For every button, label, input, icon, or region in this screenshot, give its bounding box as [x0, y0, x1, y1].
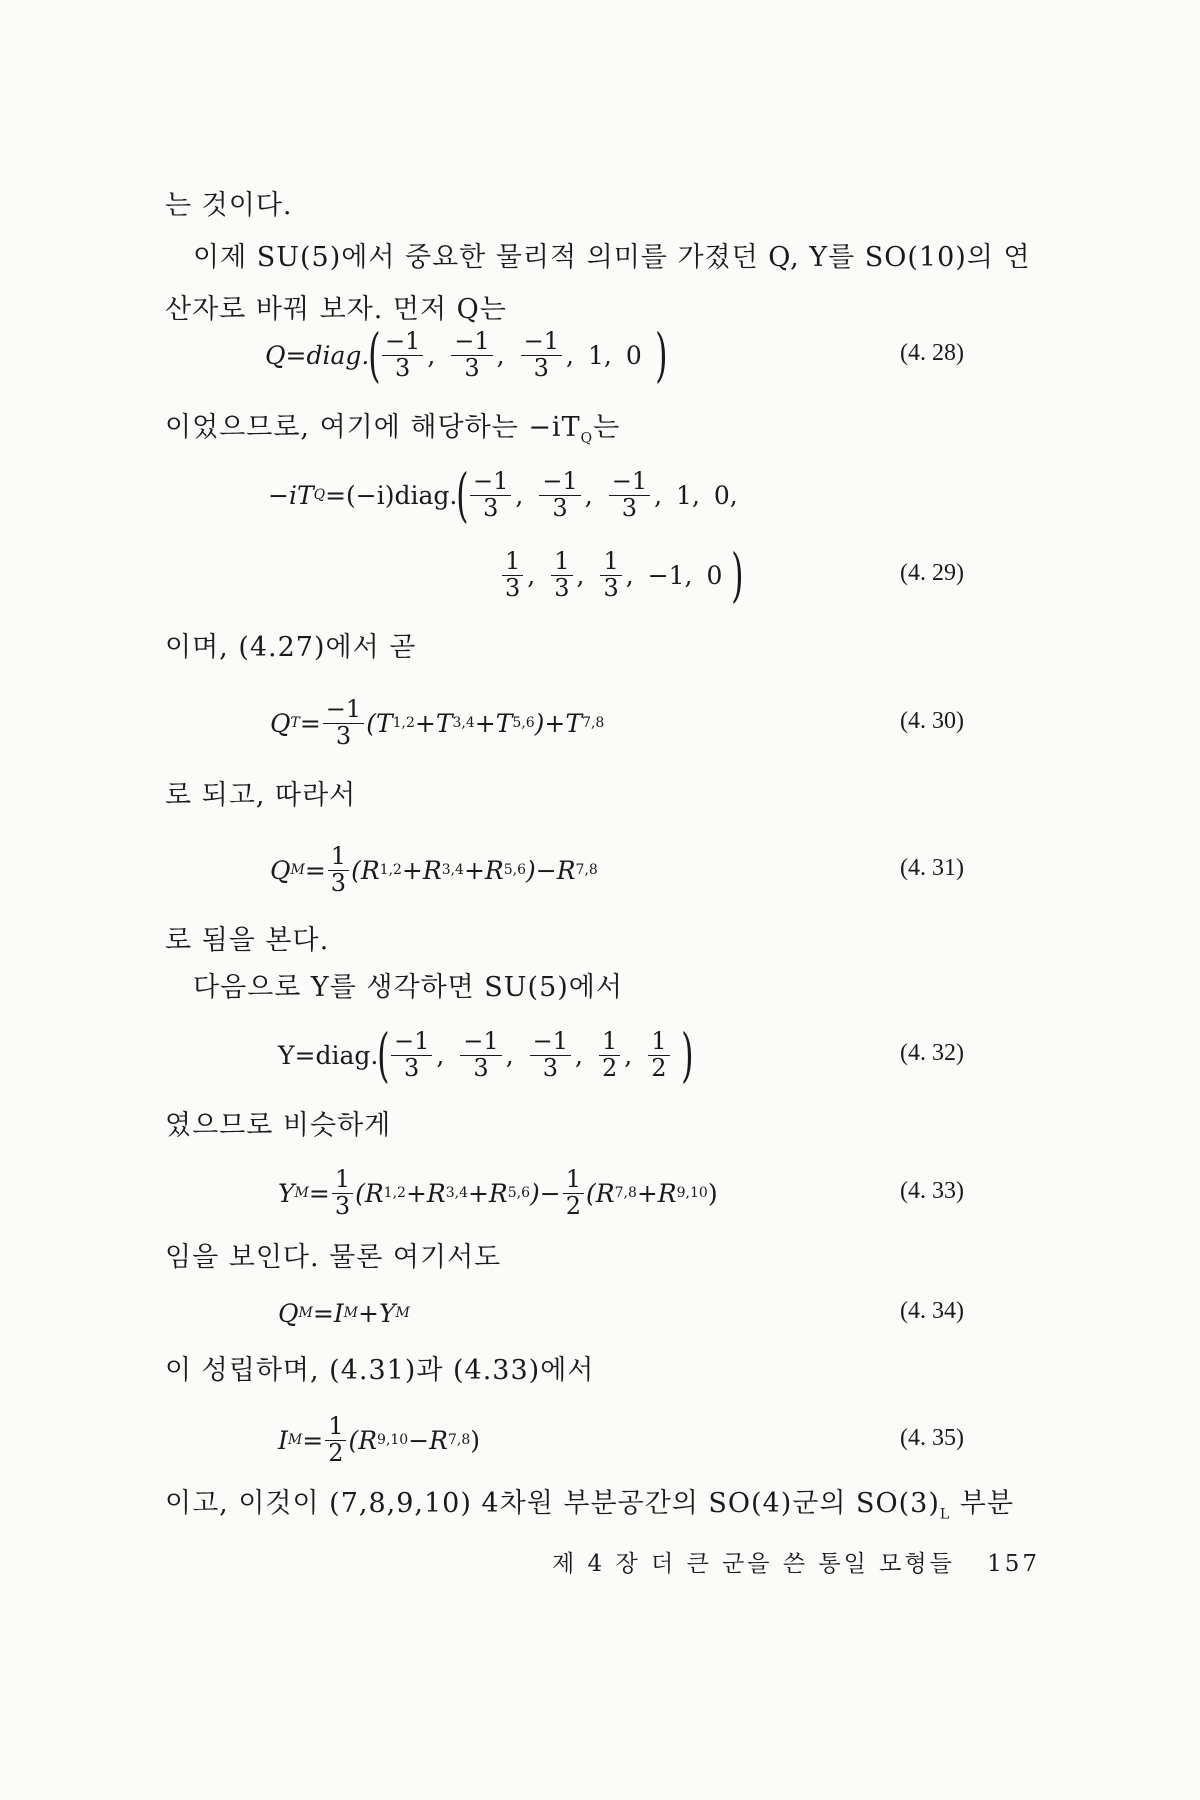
equation-4-35: I M = $\frac{1}{2}$ (R 9,10 −R 7,8 ) [278, 1412, 481, 1467]
page-number: 157 [987, 1551, 1040, 1577]
equation-4-29-line-2: $\frac{1}{3}$ , $\frac{1}{3}$ , $\frac{1}{3}$ , −1, 0 ) [500, 540, 743, 610]
equation-label-4-31: (4. 31) [900, 855, 964, 881]
equation-4-32: Y=diag. ( $\frac{-1}{3}$ , $\frac{-1}{3}$ , $\frac{-1}{3}$ , $\frac{1}{2}$ , $\frac{1}{2}$ ) [278, 1021, 694, 1089]
paragraph-5: 로 되고, 따라서 [165, 780, 357, 811]
chapter-title: 제 4 장 더 큰 군을 쓴 통일 모형들 [552, 1551, 955, 1577]
equation-4-29-line-1: −iT Q =(−i)diag. ( $\frac{-1}{3}$ , $\frac{-1}{3}$ , $\frac{-1}{3}$ , 1, 0, [268, 461, 738, 529]
paragraph-7: 다음으로 Y를 생각하면 SU(5)에서 [193, 972, 623, 1003]
paragraph-9: 임을 보인다. 물론 여기서도 [165, 1242, 502, 1273]
equation-label-4-33: (4. 33) [900, 1178, 964, 1204]
paragraph-3: 이었으므로, 여기에 해당하는 $-iT_Q$는 [165, 412, 621, 447]
paragraph-6: 로 됨을 본다. [165, 925, 330, 956]
equation-label-4-34: (4. 34) [900, 1298, 964, 1324]
equation-label-4-32: (4. 32) [900, 1040, 964, 1066]
paragraph-11: 이고, 이것이 (7,8,9,10) 4차원 부분공간의 SO(4)군의 $SO(3)_L$ 부분 [165, 1488, 1014, 1523]
equation-4-30: Q T = $\frac{-1}{3}$ (T 1,2 +T 3,4 +T 5,6 )+T 7,8 [270, 695, 605, 750]
equation-label-4-29: (4. 29) [900, 560, 964, 586]
paragraph-4: 이며, (4.27)에서 곧 [165, 632, 417, 663]
equation-label-4-30: (4. 30) [900, 708, 964, 734]
equation-label-4-28: (4. 28) [900, 340, 964, 366]
paragraph-1: 는 것이다. [165, 190, 293, 221]
equation-4-33: Y M = $\frac{1}{3}$ (R 1,2 +R 3,4 +R 5,6 )− $\frac{1}{2}$ (R 7,8 +R 9,10 ) [278, 1165, 718, 1220]
paragraph-8: 였으므로 비슷하게 [165, 1110, 392, 1141]
equation-4-31: Q M = $\frac{1}{3}$ (R 1,2 +R 3,4 +R 5,6 )−R 7,8 [270, 842, 598, 897]
equation-label-4-35: (4. 35) [900, 1425, 964, 1451]
paragraph-2: 이제 SU(5)에서 중요한 물리적 의미를 가졌던 Q, Y를 SO(10)의 연산자로 바꿔 보자. 먼저 Q는 [165, 242, 1031, 325]
page-footer [520, 1545, 1040, 1578]
equation-4-28: Q=diag. ( $\frac{-1}{3}$ , $\frac{-1}{3}$ , $\frac{-1}{3}$ , 1, 0 ) [265, 321, 668, 389]
paragraph-10: 이 성립하며, (4.31)과 (4.33)에서 [165, 1355, 595, 1386]
equation-4-34: Q M =I M +Y M [278, 1298, 410, 1328]
